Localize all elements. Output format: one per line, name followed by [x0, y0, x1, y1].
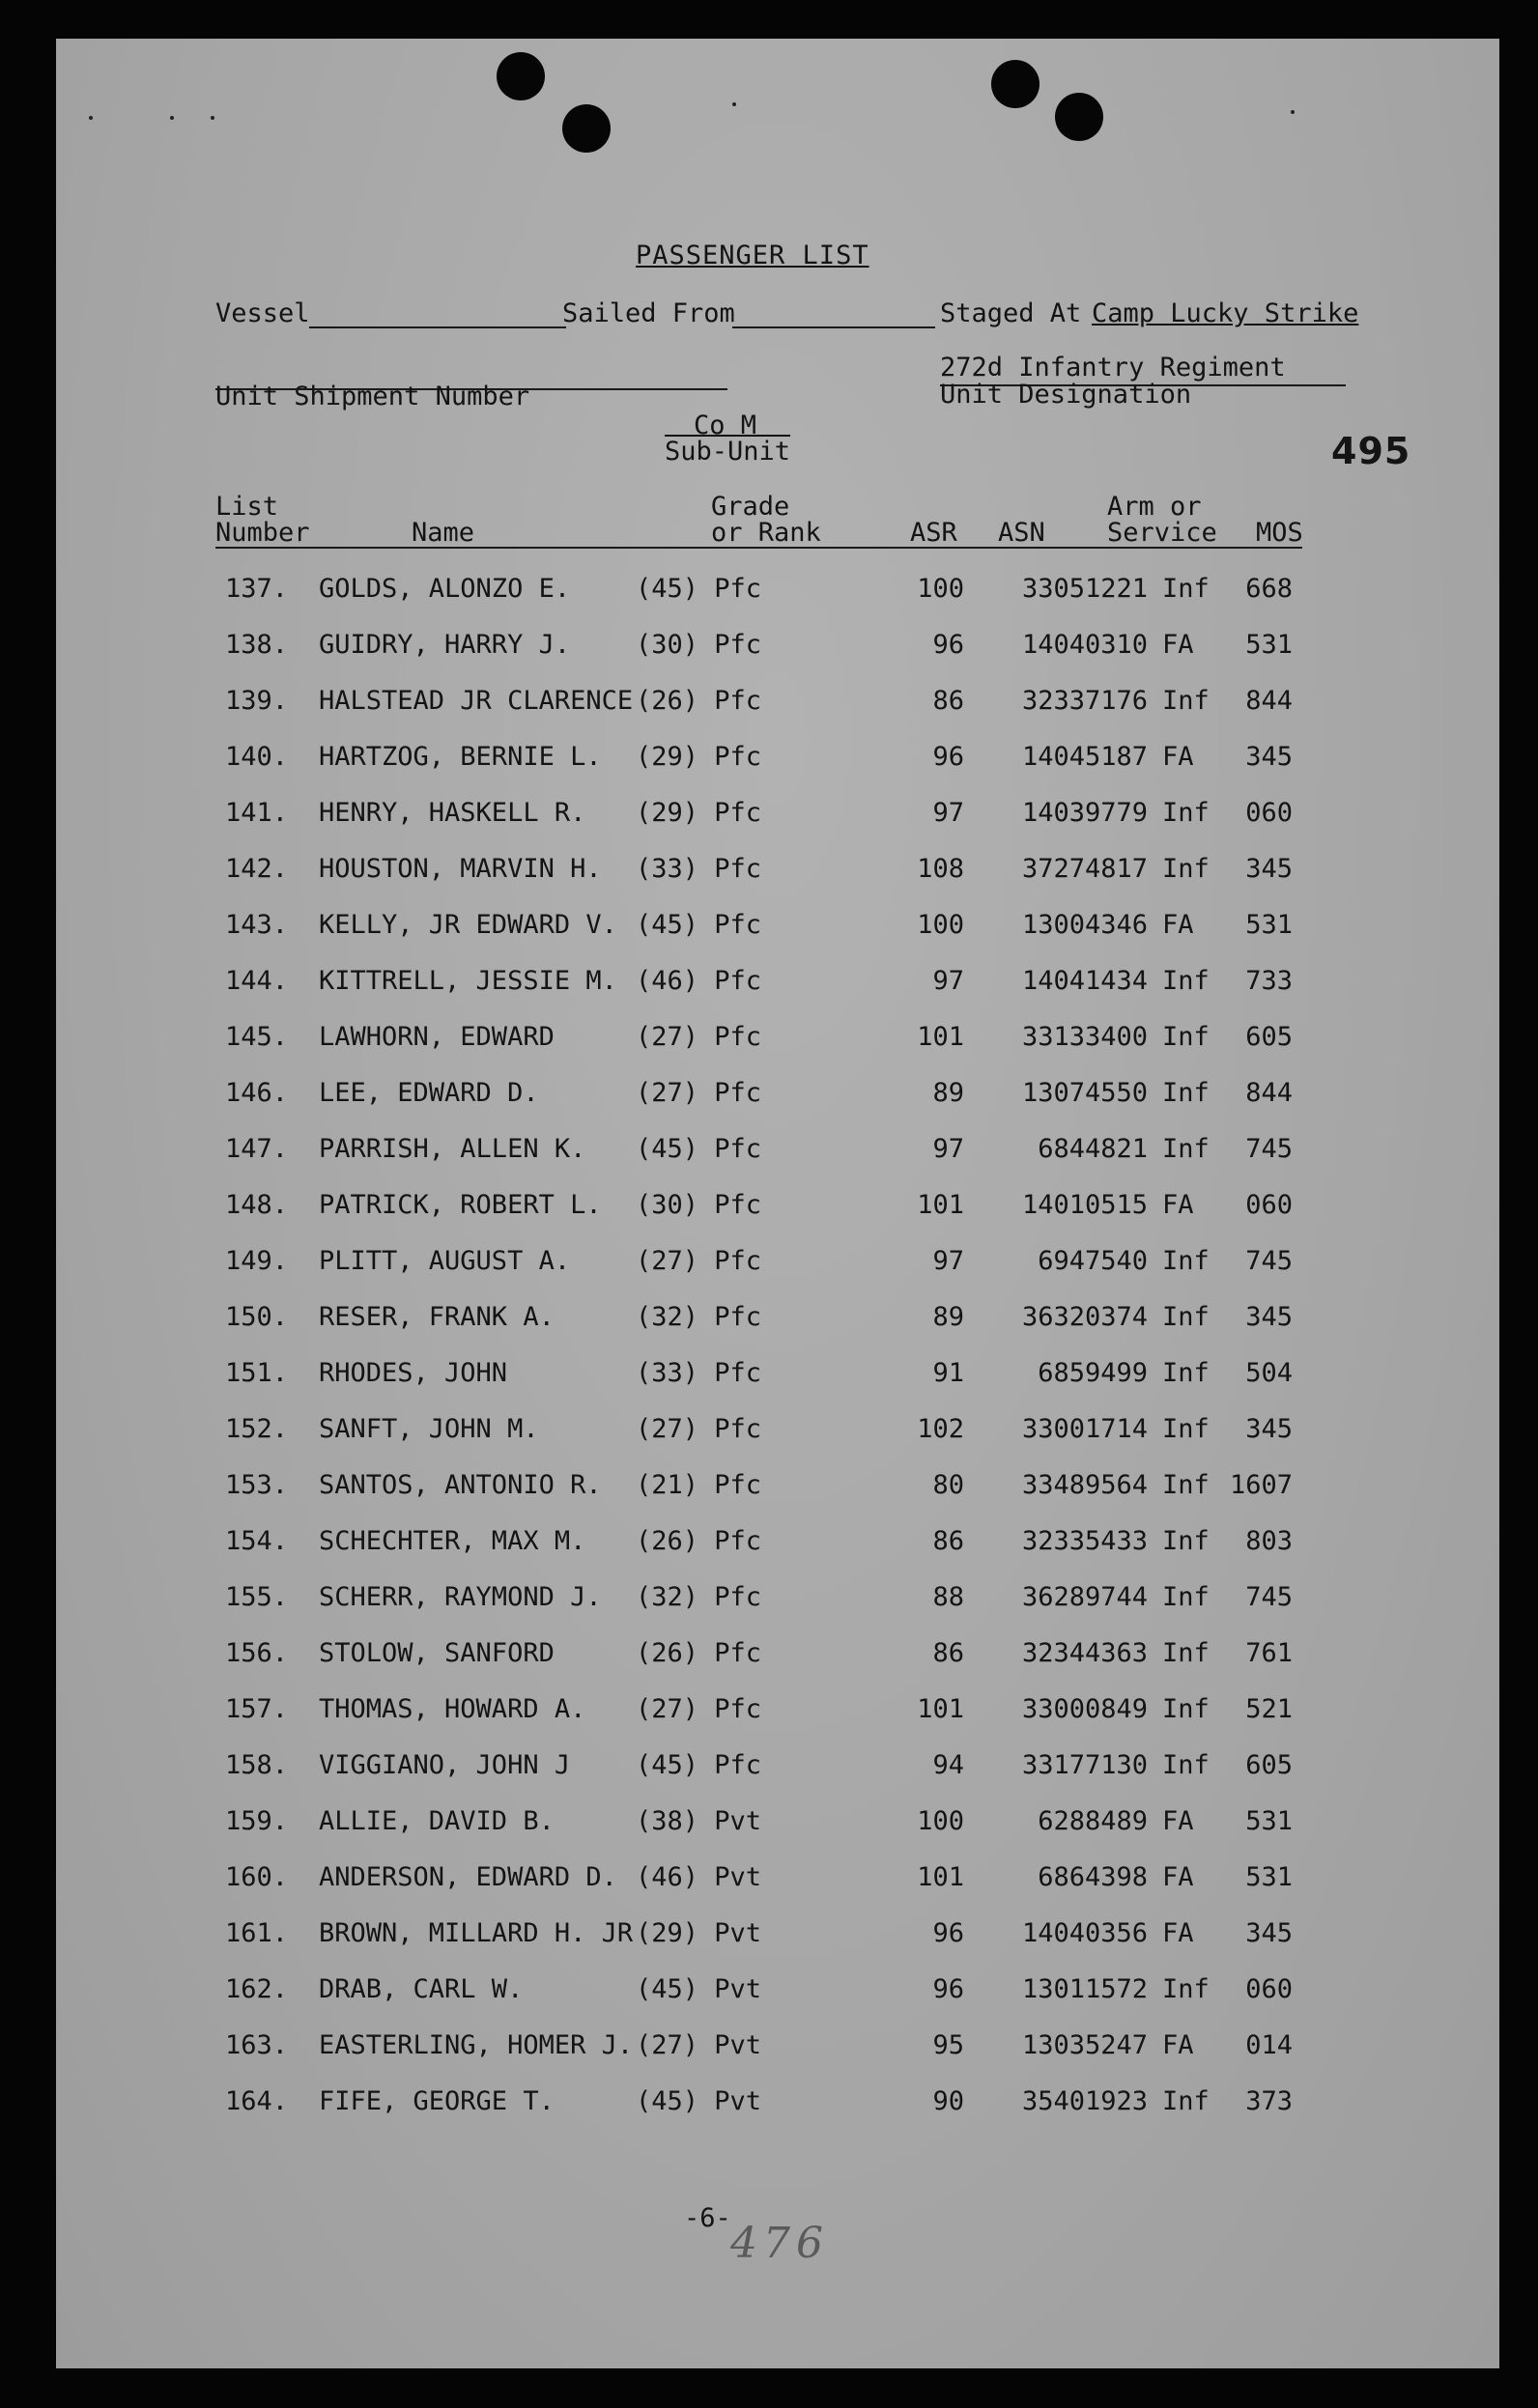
asr: 96 [932, 742, 964, 772]
grade: (27) Pfc [636, 1078, 762, 1108]
passenger-name: PLITT, AUGUST A. [319, 1246, 571, 1276]
punch-hole [1055, 93, 1103, 141]
asr: 97 [932, 1246, 964, 1276]
mos: 761 [1245, 1638, 1293, 1668]
list-number: 159. [225, 1806, 289, 1836]
arm-service: FA [1162, 1862, 1194, 1892]
sailed-from-blank [732, 326, 935, 328]
table-row [56, 1522, 1499, 1561]
passenger-name: PATRICK, ROBERT L. [319, 1190, 602, 1220]
passenger-name: GUIDRY, HARRY J. [319, 630, 571, 660]
passenger-name: RESER, FRANK A. [319, 1302, 555, 1332]
grade: (21) Pfc [636, 1470, 762, 1500]
grade: (45) Pfc [636, 910, 762, 940]
table-row [56, 906, 1499, 945]
col-list-number-1: List [215, 492, 279, 522]
passenger-name: LEE, EDWARD D. [319, 1078, 539, 1108]
passenger-name: STOLOW, SANFORD [319, 1638, 555, 1668]
paper-speck [211, 116, 214, 120]
asr: 86 [932, 686, 964, 716]
arm-service: FA [1162, 1190, 1194, 1220]
asr: 101 [917, 1694, 964, 1724]
header-rule [215, 547, 1302, 549]
passenger-name: GOLDS, ALONZO E. [319, 574, 571, 604]
arm-service: FA [1162, 910, 1194, 940]
vessel-label: Vessel [215, 298, 310, 328]
mos: 345 [1245, 1302, 1293, 1332]
grade: (45) Pvt [636, 2086, 762, 2116]
table-row [56, 738, 1499, 777]
arm-service: Inf [1162, 1750, 1210, 1780]
asn: 13004346 [1021, 910, 1148, 940]
asn: 32337176 [1021, 686, 1148, 716]
arm-service: FA [1162, 1806, 1194, 1836]
table-row [56, 570, 1499, 609]
arm-service: FA [1162, 1918, 1194, 1948]
mos: 060 [1245, 1190, 1293, 1220]
grade: (33) Pfc [636, 854, 762, 884]
asn: 13035247 [1021, 2030, 1148, 2060]
passenger-name: HENRY, HASKELL R. [319, 798, 586, 828]
table-row [56, 1130, 1499, 1169]
mos: 531 [1245, 630, 1293, 660]
passenger-name: LAWHORN, EDWARD [319, 1022, 555, 1052]
list-number: 156. [225, 1638, 289, 1668]
passenger-name: ALLIE, DAVID B. [319, 1806, 555, 1836]
staged-at-value: Camp Lucky Strike [1092, 298, 1359, 328]
table-row [56, 1018, 1499, 1057]
asr: 89 [932, 1302, 964, 1332]
mos: 521 [1245, 1694, 1293, 1724]
table-row [56, 626, 1499, 665]
passenger-name: SANTOS, ANTONIO R. [319, 1470, 602, 1500]
arm-service: Inf [1162, 1302, 1210, 1332]
arm-service: FA [1162, 742, 1194, 772]
grade: (27) Pfc [636, 1246, 762, 1276]
asr: 100 [917, 910, 964, 940]
asn: 14010515 [1021, 1190, 1148, 1220]
list-number: 149. [225, 1246, 289, 1276]
doc-title: PASSENGER LIST [636, 241, 869, 270]
asn: 37274817 [1021, 854, 1148, 884]
grade: (29) Pfc [636, 742, 762, 772]
table-row [56, 1970, 1499, 2009]
mos: 745 [1245, 1134, 1293, 1164]
grade: (27) Pfc [636, 1414, 762, 1444]
arm-service: Inf [1162, 1638, 1210, 1668]
grade: (45) Pfc [636, 1134, 762, 1164]
list-number: 164. [225, 2086, 289, 2116]
list-number: 150. [225, 1302, 289, 1332]
table-row [56, 1298, 1499, 1337]
grade: (26) Pfc [636, 1526, 762, 1556]
arm-service: Inf [1162, 1134, 1210, 1164]
mos: 605 [1245, 1022, 1293, 1052]
asn: 14040310 [1021, 630, 1148, 660]
asr: 86 [932, 1638, 964, 1668]
punch-hole [497, 52, 545, 100]
mos: 345 [1245, 742, 1293, 772]
arm-service: Inf [1162, 798, 1210, 828]
list-number: 138. [225, 630, 289, 660]
col-grade-2: or Rank [711, 518, 821, 548]
table-row [56, 1802, 1499, 1841]
arm-service: Inf [1162, 1582, 1210, 1612]
arm-service: FA [1162, 630, 1194, 660]
grade: (26) Pfc [636, 1638, 762, 1668]
list-number: 137. [225, 574, 289, 604]
list-number: 157. [225, 1694, 289, 1724]
passenger-name: EASTERLING, HOMER J. [319, 2030, 634, 2060]
asn: 14039779 [1021, 798, 1148, 828]
list-number: 148. [225, 1190, 289, 1220]
grade: (38) Pvt [636, 1806, 762, 1836]
asn: 6288489 [1038, 1806, 1148, 1836]
table-row [56, 682, 1499, 721]
paper-speck [732, 102, 736, 106]
mos: 531 [1245, 1862, 1293, 1892]
grade: (33) Pfc [636, 1358, 762, 1388]
asr: 102 [917, 1414, 964, 1444]
paper-speck [170, 116, 174, 120]
asn: 33000849 [1021, 1694, 1148, 1724]
stamp-number: 495 [1331, 430, 1411, 472]
list-number: 142. [225, 854, 289, 884]
sailed-from-label: Sailed From [562, 298, 735, 328]
asr: 95 [932, 2030, 964, 2060]
list-number: 143. [225, 910, 289, 940]
sub-unit-value: Co M [694, 411, 757, 440]
table-row [56, 794, 1499, 833]
passenger-name: SCHECHTER, MAX M. [319, 1526, 586, 1556]
grade: (32) Pfc [636, 1582, 762, 1612]
grade: (27) Pfc [636, 1022, 762, 1052]
asn: 14041434 [1021, 966, 1148, 996]
list-number: 158. [225, 1750, 289, 1780]
list-number: 144. [225, 966, 289, 996]
mos: 345 [1245, 1918, 1293, 1948]
asr: 89 [932, 1078, 964, 1108]
mos: 745 [1245, 1246, 1293, 1276]
handwritten-number: 476 [730, 2219, 829, 2268]
mos: 844 [1245, 686, 1293, 716]
asr: 101 [917, 1862, 964, 1892]
punch-hole [991, 60, 1040, 108]
asr: 96 [932, 1918, 964, 1948]
arm-service: Inf [1162, 1974, 1210, 2004]
asn: 33177130 [1021, 1750, 1148, 1780]
vessel-blank [309, 326, 566, 328]
col-name: Name [412, 518, 475, 548]
list-number: 151. [225, 1358, 289, 1388]
sub-unit-label: Sub-Unit [665, 437, 791, 467]
grade: (45) Pfc [636, 1750, 762, 1780]
asr: 91 [932, 1358, 964, 1388]
table-row [56, 1466, 1499, 1505]
asr: 96 [932, 1974, 964, 2004]
mos: 531 [1245, 910, 1293, 940]
asn: 6844821 [1038, 1134, 1148, 1164]
asr: 86 [932, 1526, 964, 1556]
passenger-name: KITTRELL, JESSIE M. [319, 966, 617, 996]
list-number: 161. [225, 1918, 289, 1948]
arm-service: Inf [1162, 1078, 1210, 1108]
table-row [56, 2026, 1499, 2065]
table-row [56, 1074, 1499, 1113]
asn: 6859499 [1038, 1358, 1148, 1388]
arm-service: Inf [1162, 1526, 1210, 1556]
paper-speck [1291, 110, 1295, 114]
grade: (29) Pvt [636, 1918, 762, 1948]
asn: 33489564 [1021, 1470, 1148, 1500]
arm-service: Inf [1162, 1470, 1210, 1500]
passenger-name: DRAB, CARL W. [319, 1974, 524, 2004]
list-number: 163. [225, 2030, 289, 2060]
arm-service: Inf [1162, 1414, 1210, 1444]
arm-service: Inf [1162, 686, 1210, 716]
list-number: 153. [225, 1470, 289, 1500]
page-number: -6- [684, 2203, 731, 2233]
grade: (32) Pfc [636, 1302, 762, 1332]
arm-service: Inf [1162, 966, 1210, 996]
grade: (30) Pfc [636, 1190, 762, 1220]
asr: 97 [932, 798, 964, 828]
list-number: 160. [225, 1862, 289, 1892]
grade: (45) Pvt [636, 1974, 762, 2004]
mos: 345 [1245, 854, 1293, 884]
col-arm-2: Service [1107, 518, 1217, 548]
passenger-name: KELLY, JR EDWARD V. [319, 910, 617, 940]
asr: 97 [932, 966, 964, 996]
punch-hole [562, 104, 611, 153]
list-number: 147. [225, 1134, 289, 1164]
asr: 88 [932, 1582, 964, 1612]
list-number: 155. [225, 1582, 289, 1612]
passenger-name: BROWN, MILLARD H. JR [319, 1918, 634, 1948]
grade: (46) Pvt [636, 1862, 762, 1892]
passenger-name: FIFE, GEORGE T. [319, 2086, 555, 2116]
list-number: 154. [225, 1526, 289, 1556]
asr: 97 [932, 1134, 964, 1164]
table-row [56, 1690, 1499, 1729]
passenger-name: ANDERSON, EDWARD D. [319, 1862, 617, 1892]
list-number: 139. [225, 686, 289, 716]
mos: 733 [1245, 966, 1293, 996]
passenger-name: SANFT, JOHN M. [319, 1414, 539, 1444]
list-number: 145. [225, 1022, 289, 1052]
mos: 1607 [1229, 1470, 1293, 1500]
asr: 100 [917, 574, 964, 604]
passenger-name: HOUSTON, MARVIN H. [319, 854, 602, 884]
table-row [56, 1242, 1499, 1281]
col-asn: ASN [998, 518, 1045, 548]
asn: 33133400 [1021, 1022, 1148, 1052]
table-row [56, 1914, 1499, 1953]
mos: 060 [1245, 798, 1293, 828]
grade: (45) Pfc [636, 574, 762, 604]
asn: 14045187 [1021, 742, 1148, 772]
passenger-name: SCHERR, RAYMOND J. [319, 1582, 602, 1612]
arm-service: Inf [1162, 2086, 1210, 2116]
arm-service: Inf [1162, 574, 1210, 604]
grade: (27) Pvt [636, 2030, 762, 2060]
unit-shipment-label: Unit Shipment Number [215, 382, 530, 411]
col-list-number-2: Number [215, 518, 310, 548]
asn: 13074550 [1021, 1078, 1148, 1108]
unit-designation-value: 272d Infantry Regiment [940, 353, 1286, 382]
asn: 32344363 [1021, 1638, 1148, 1668]
passenger-name: VIGGIANO, JOHN J [319, 1750, 571, 1780]
passenger-name: HALSTEAD JR CLARENCE [319, 686, 634, 716]
asn: 35401923 [1021, 2086, 1148, 2116]
table-row [56, 962, 1499, 1001]
passenger-name: HARTZOG, BERNIE L. [319, 742, 602, 772]
unit-designation-label: Unit Designation [940, 380, 1192, 410]
mos: 345 [1245, 1414, 1293, 1444]
table-row [56, 1858, 1499, 1897]
mos: 605 [1245, 1750, 1293, 1780]
arm-service: Inf [1162, 854, 1210, 884]
asr: 108 [917, 854, 964, 884]
grade: (30) Pfc [636, 630, 762, 660]
table-row [56, 1354, 1499, 1393]
mos: 668 [1245, 574, 1293, 604]
table-row [56, 1634, 1499, 1673]
col-mos: MOS [1256, 518, 1303, 548]
asr: 80 [932, 1470, 964, 1500]
mos: 014 [1245, 2030, 1293, 2060]
asn: 33001714 [1021, 1414, 1148, 1444]
arm-service: FA [1162, 2030, 1194, 2060]
list-number: 146. [225, 1078, 289, 1108]
passenger-name: THOMAS, HOWARD A. [319, 1694, 586, 1724]
table-row [56, 2082, 1499, 2121]
list-number: 162. [225, 1974, 289, 2004]
arm-service: Inf [1162, 1246, 1210, 1276]
grade: (27) Pfc [636, 1694, 762, 1724]
mos: 844 [1245, 1078, 1293, 1108]
table-row [56, 850, 1499, 889]
list-number: 152. [225, 1414, 289, 1444]
paper-speck [89, 116, 93, 120]
asn: 32335433 [1021, 1526, 1148, 1556]
asn: 13011572 [1021, 1974, 1148, 2004]
table-row [56, 1410, 1499, 1449]
asn: 36289744 [1021, 1582, 1148, 1612]
asr: 90 [932, 2086, 964, 2116]
list-number: 140. [225, 742, 289, 772]
mos: 373 [1245, 2086, 1293, 2116]
mos: 803 [1245, 1526, 1293, 1556]
table-row [56, 1578, 1499, 1617]
staged-at-label: Staged At [940, 298, 1082, 328]
list-number: 141. [225, 798, 289, 828]
document-page [56, 39, 1499, 2368]
col-asr: ASR [910, 518, 957, 548]
col-grade-1: Grade [711, 492, 790, 522]
asn: 6864398 [1038, 1862, 1148, 1892]
asr: 101 [917, 1022, 964, 1052]
asn: 33051221 [1021, 574, 1148, 604]
arm-service: Inf [1162, 1022, 1210, 1052]
col-arm-1: Arm or [1107, 492, 1202, 522]
grade: (29) Pfc [636, 798, 762, 828]
mos: 531 [1245, 1806, 1293, 1836]
grade: (26) Pfc [636, 686, 762, 716]
asr: 94 [932, 1750, 964, 1780]
table-row [56, 1746, 1499, 1785]
grade: (46) Pfc [636, 966, 762, 996]
mos: 060 [1245, 1974, 1293, 2004]
arm-service: Inf [1162, 1358, 1210, 1388]
asr: 96 [932, 630, 964, 660]
asn: 6947540 [1038, 1246, 1148, 1276]
passenger-name: RHODES, JOHN [319, 1358, 508, 1388]
mos: 504 [1245, 1358, 1293, 1388]
passenger-name: PARRISH, ALLEN K. [319, 1134, 586, 1164]
asr: 100 [917, 1806, 964, 1836]
arm-service: Inf [1162, 1694, 1210, 1724]
asn: 36320374 [1021, 1302, 1148, 1332]
table-row [56, 1186, 1499, 1225]
asn: 14040356 [1021, 1918, 1148, 1948]
mos: 745 [1245, 1582, 1293, 1612]
asr: 101 [917, 1190, 964, 1220]
